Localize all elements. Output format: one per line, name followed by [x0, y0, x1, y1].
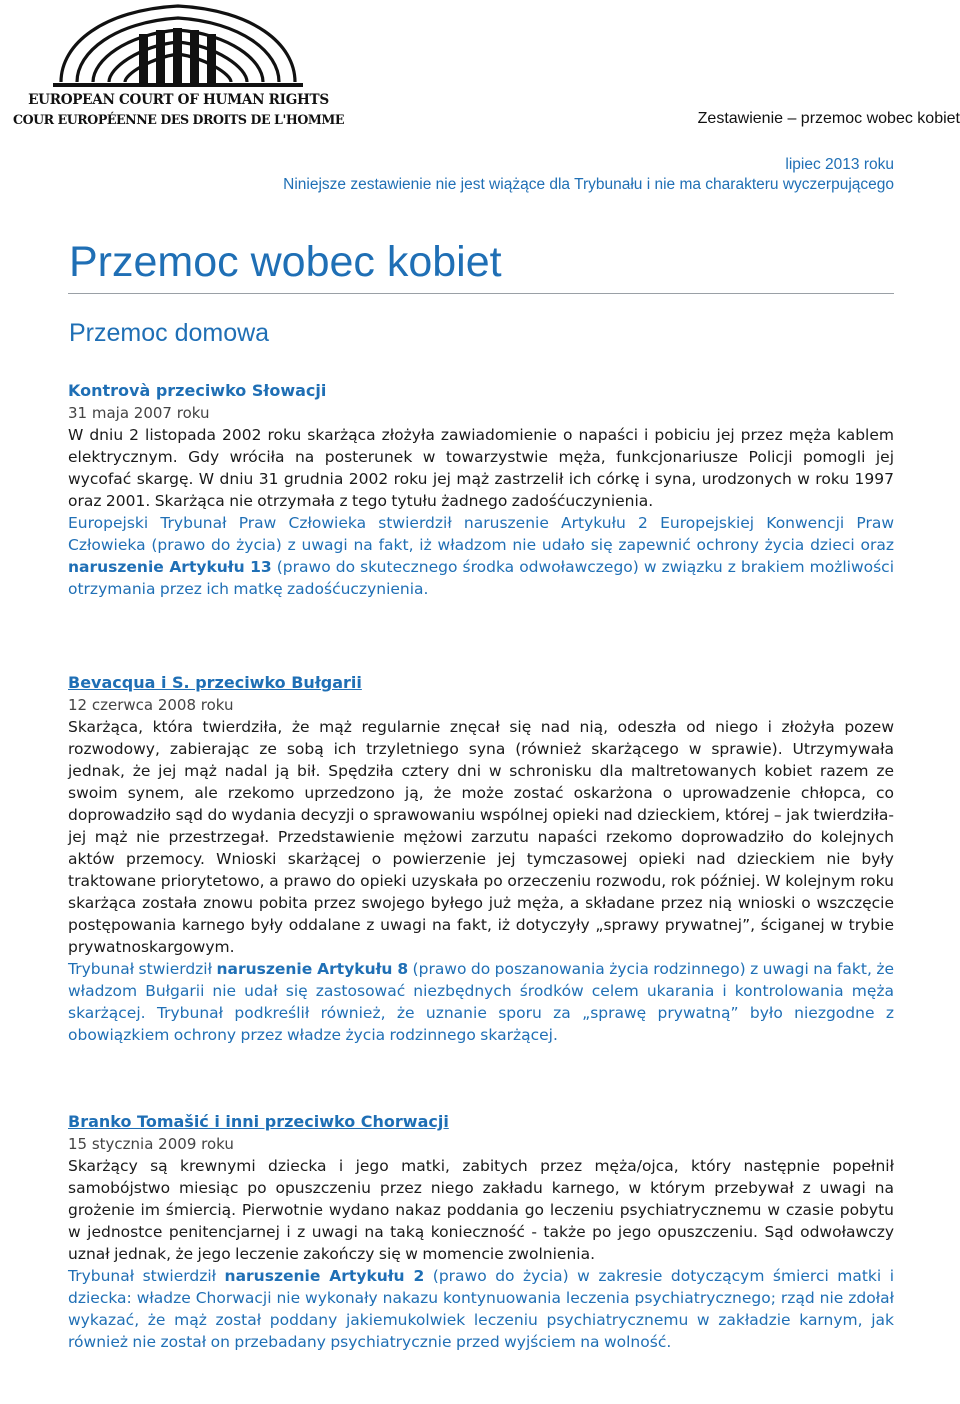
echr-logo — [6, 0, 346, 132]
case-ruling: Europejski Trybunał Praw Człowieka stwierdził naruszenie Artykułu 2 Europejskiej Konwencji Praw Człowieka (prawo do życia) z uwagi na fakt, iż władzom nie udało się zapewnić ochrony życia dzieci oraz naruszenie Artykułu 13 (prawo do skutecznego środka odwoławczego) w związku z brakiem możliwości otrzymania przez ich matkę zadośćuczynienia. — [68, 514, 895, 598]
violated-article: naruszenie Artykułu 8 — [216, 960, 409, 978]
case-item — [68, 672, 894, 1046]
page-title: Przemoc wobec kobiet — [69, 238, 502, 286]
case-facts: Skarżący są krewnymi dziecka i jego matki, zabitych przez męża/ojca, który następnie popełnił samobójstwo miesiąc po opuszczeniu przez niego zakładu karnego, w którym przebywał z uwagi na grożenie im śmiercią. Pierwotnie wydano nakaz poddania go leczeniu psychiatrycznemu w czasie pobytu w jednostce penitencjarnej i z uwagi na taką konieczność - także po jego opuszczeniu. Sąd odwoławczy uznał jednak, że jego leczenie zakończy się w momencie zwolnienia. — [68, 1157, 894, 1263]
document-label: Zestawienie – przemoc wobec kobiet — [697, 110, 960, 127]
case-date: 31 maja 2007 roku — [68, 404, 210, 422]
case-item — [68, 380, 894, 600]
case-facts: W dniu 2 listopada 2002 roku skarżąca złożyła zawiadomienie o napaści i pobiciu jej przez męża kablem elektrycznym. Gdy wróciła na posterunek w towarzystwie męża, funkcjonariusze Policji pomogli jej wycofać skargę. W dniu 31 grudnia 2002 roku jej mąż zastrzelił ich córkę i syna, urodzonych w roku 1997 oraz 2001. Skarżąca nie otrzymała z tego tytułu żadnego zadośćuczynienia. — [68, 426, 894, 510]
case-ruling: Trybunał stwierdził naruszenie Artykułu 2 (prawo do życia) w zakresie dotyczącym śmierci matki i dziecka: władze Chorwacji nie wykonały nakazu kontynuowania leczenia psychiatrycznego; rząd nie zdołał wykazać, że mąż został poddany jakiemukolwiek leczeniu psychiatrycznemu w zakładzie karnym, jak również nie został on przebadany psychiatrycznie przed wyjściem na wolność. — [68, 1267, 895, 1351]
case-ruling: Trybunał stwierdził naruszenie Artykułu 8 (prawo do poszanowania życia rodzinnego) z uwagi na fakt, że władzom Bułgarii nie udał się zastosować niezbędnych środków celem ukarania i kontrolowania męża skarżącej. Trybunał podkreślił również, że uznanie sporu za „sprawę prywatną” było niezgodne z obowiązkiem ochrony przez władze życia rodzinnego skarżącej. — [68, 960, 895, 1044]
title-divider — [68, 293, 894, 294]
case-title: Kontrovà przeciwko Słowacji — [68, 381, 327, 400]
case-date: 12 czerwca 2008 roku — [68, 696, 234, 714]
logo-text-fr: COUR EUROPÉENNE DES DROITS DE L'HOMME — [13, 112, 344, 127]
case-date: 15 stycznia 2009 roku — [68, 1135, 234, 1153]
case-item — [68, 1111, 894, 1353]
violated-article: naruszenie Artykułu 2 — [224, 1267, 425, 1285]
disclaimer: Niniejsze zestawienie nie jest wiążące dla Trybunału i nie ma charakteru wyczerpującego — [283, 176, 894, 193]
violated-article: naruszenie Artykułu 13 — [68, 558, 272, 576]
case-facts: Skarżąca, która twierdziła, że mąż regularnie znęcał się nad nią, odeszła od niego i złożyła pozew rozwodowy, zabierając ze sobą ich trzyletniego syna (również skarżącego w sprawie). Utrzymywała jednak, że jej mąż nadal ją bił. Spędziła cztery dni w schronisku dla maltretowanych kobiet razem ze swoim synem, ale rzekomo uprzedzono ją, że może zostać oskarżona o uprowadzenie chłopca, co doprowadziło sąd do wydania decyzji o sprawowaniu wspólnej opieki nad dzieckiem, której – jak twierdziła- jej mąż nie przestrzegał. Przedstawienie mężowi zarzutu napaści rzekomo doprowadziło do kolejnych aktów przemocy. Wnioski skarżącej o powierzenie jej tymczasowej opieki nad dzieckiem nie były traktowane priorytetowo, a prawo do opieki uzyskała po orzeczeniu rozwodu, rok później. W kolejnym roku skarżąca została znowu pobita przez swojego byłego już męża, a składane przez nią wnioski o wszczęcie postępowania karnego były oddalane z uwagi na fakt, iż dotyczyły „sprawy prywatnej”, ściganej w trybie prywatnoskargowym. — [68, 718, 894, 956]
court-building-logo-icon — [53, 0, 303, 88]
document-date: lipiec 2013 roku — [785, 156, 894, 173]
case-title: Bevacqua i S. przeciwko Bułgarii — [68, 673, 362, 692]
case-title: Branko Tomašić i inni przeciwko Chorwacji — [68, 1112, 449, 1131]
section-title: Przemoc domowa — [69, 319, 270, 347]
logo-text-en: EUROPEAN COURT OF HUMAN RIGHTS — [28, 92, 329, 108]
